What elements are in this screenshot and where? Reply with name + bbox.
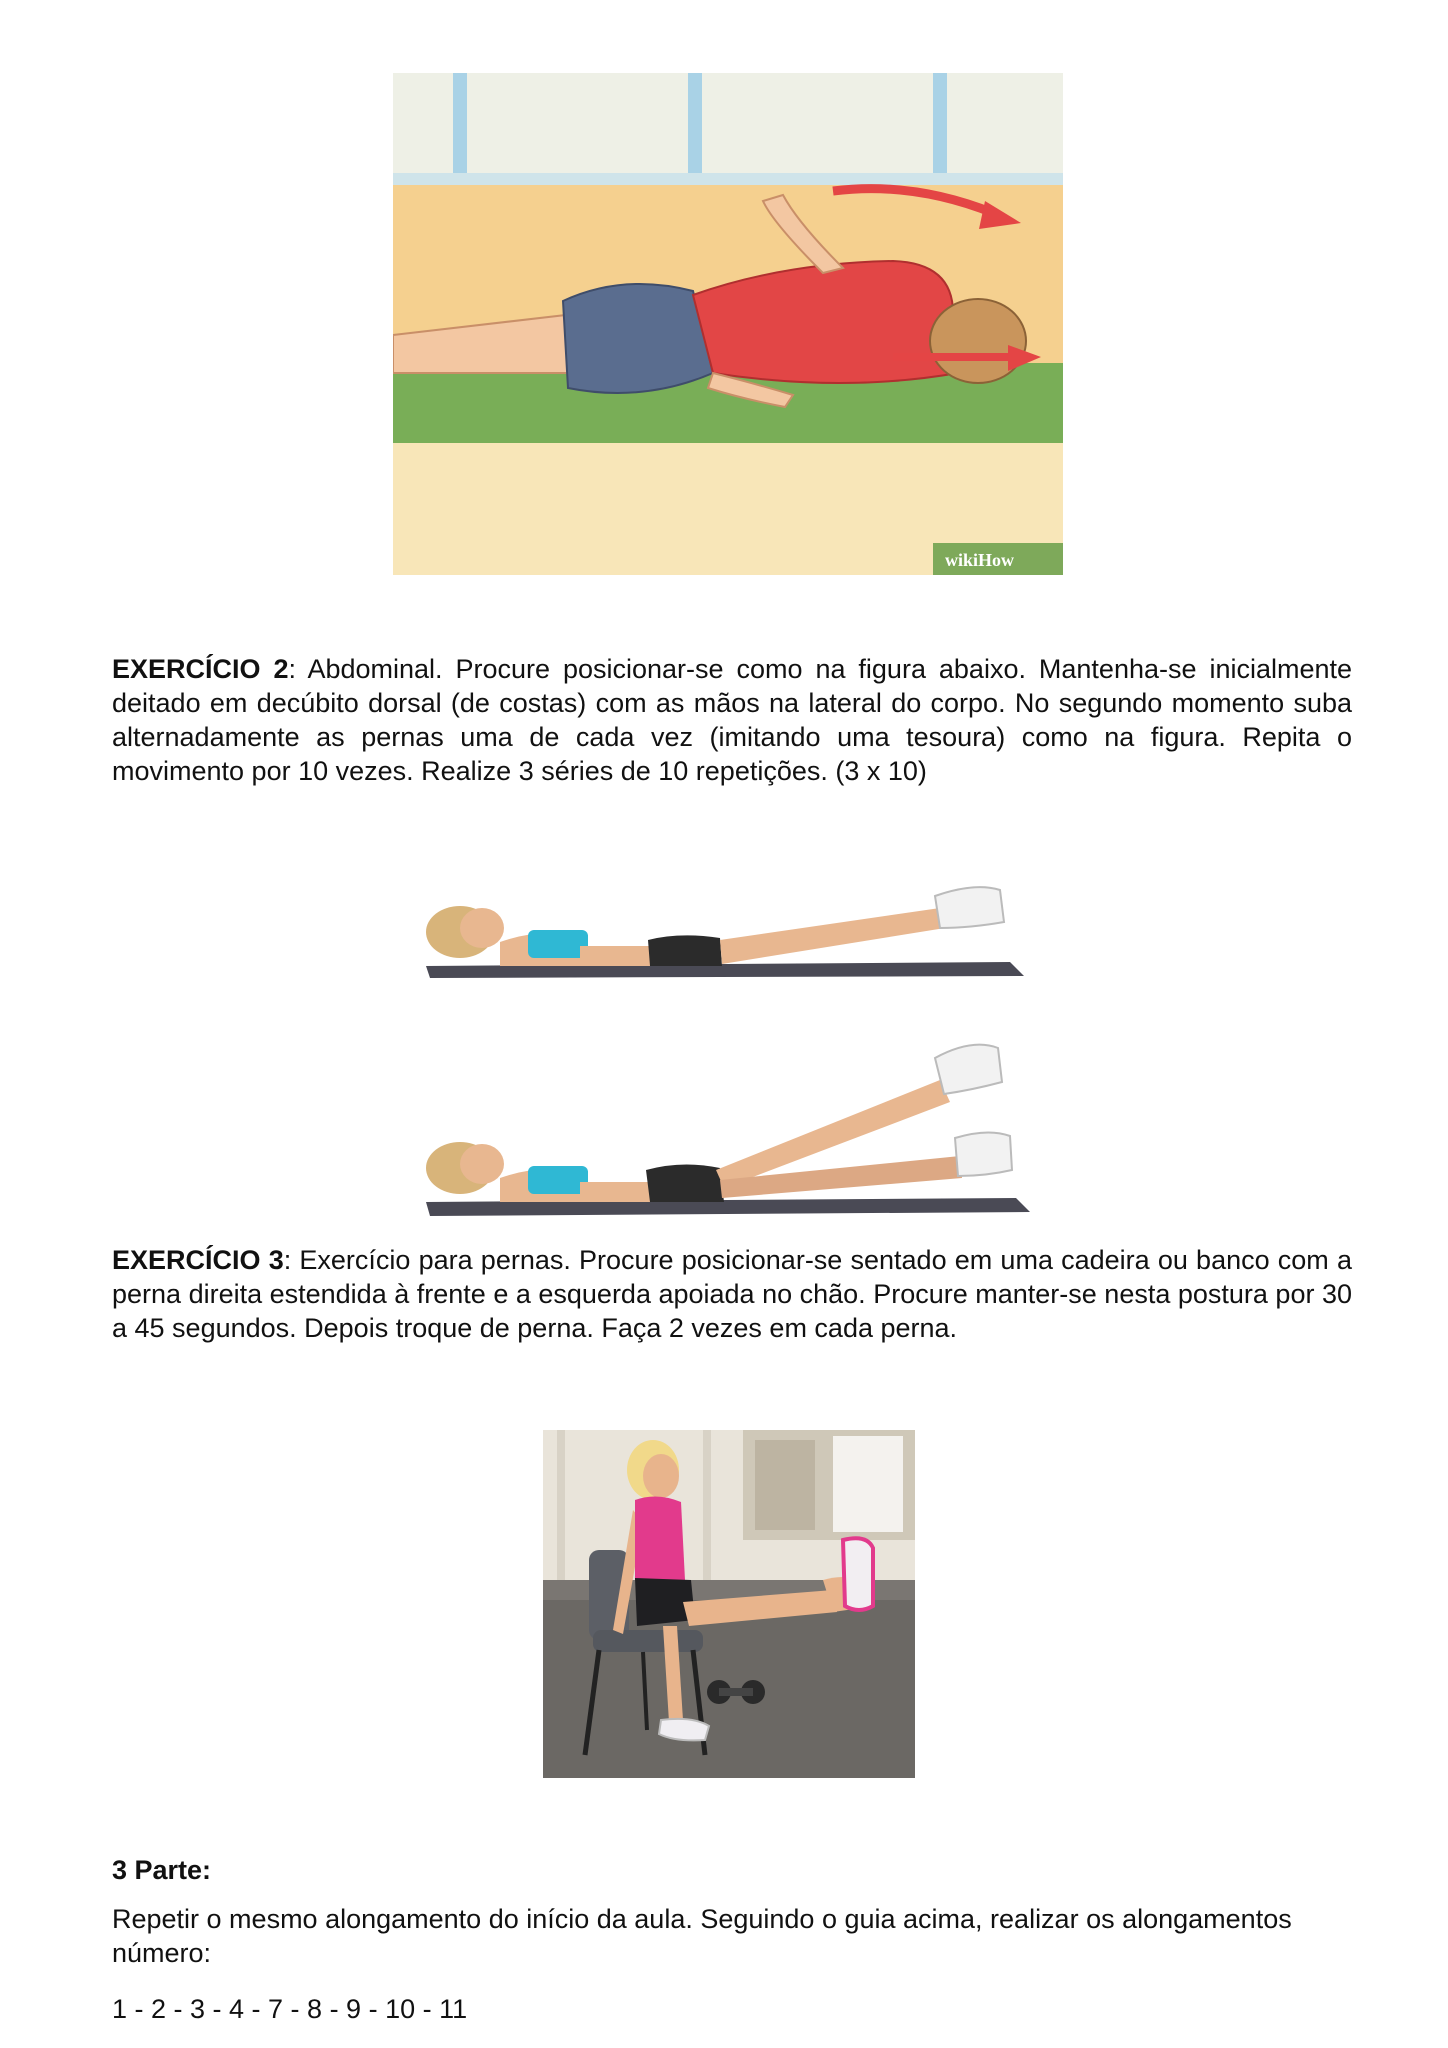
exercise-2-text: : Abdominal. Procure posicionar-se como na figura abaixo. Mantenha-se inicialmente deitado em decúbito dorsal (de costas) com as mãos na lateral do corpo. No segundo momento suba alternadamente as pernas uma de cada vez (imitando uma tesoura) como na figura. Repita o movimento por 10 vezes. Realize 3 séries de 10 repetições. (3 x 10) (112, 654, 1353, 786)
exercise-3-label: EXERCÍCIO 3 (112, 1245, 284, 1275)
figure-prone-arm-raise (393, 73, 1063, 575)
part-3-text: Repetir o mesmo alongamento do início da aula. Seguindo o guia acima, realizar os alongamentos número: (112, 1904, 1292, 1968)
exercise-3-paragraph (112, 1243, 1352, 1345)
part-3-heading: 3 Parte: (112, 1855, 212, 1885)
exercise-2-paragraph (112, 652, 1352, 788)
figure-legs-raised-together (420, 862, 1030, 987)
exercise-2-label: EXERCÍCIO 2 (112, 654, 289, 684)
stretch-numbers: 1 - 2 - 3 - 4 - 7 - 8 - 9 - 10 - 11 (112, 1994, 468, 2024)
wikihow-watermark: wikiHow (945, 550, 1015, 570)
figure-seated-leg-extension (543, 1430, 915, 1778)
exercise-3-text: : Exercício para pernas. Procure posicionar-se sentado em uma cadeira ou banco com a perna direita estendida à frente e a esquerda apoiada no chão. Procure manter-se nesta postura por 30 a 45 segundos. Depois troque de perna. Faça 2 vezes em cada perna. (112, 1245, 1352, 1343)
figure-legs-scissors (420, 1030, 1030, 1220)
